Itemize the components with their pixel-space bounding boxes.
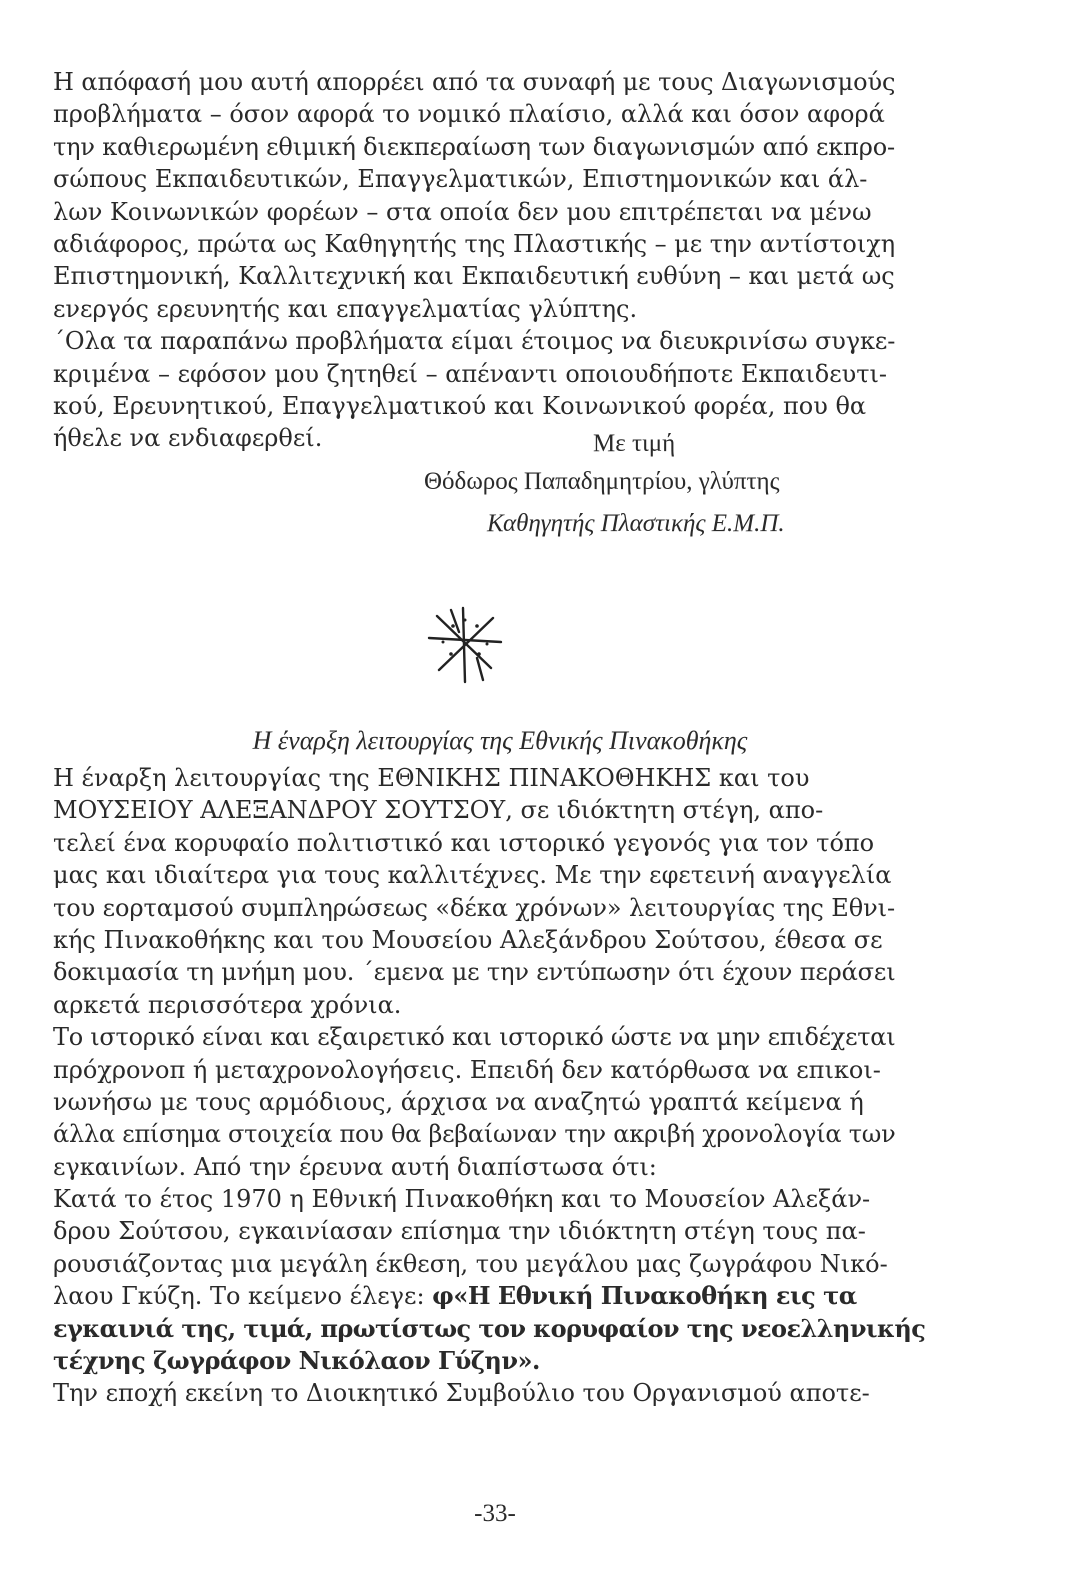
section-heading: Η έναρξη λειτουργίας της Εθνικής Πινακοθήκης bbox=[252, 726, 748, 755]
text-line: λων Κοινωνικών φορέων – στα οποία δεν μου επιτρέπεται να μένω bbox=[53, 197, 872, 226]
text-line: ΄Ολα τα παραπάνω προβλήματα είμαι έτοιμος να διευκρινίσω συγκε- bbox=[53, 327, 896, 356]
text-line: αδιάφορος, πρώτα ως Καθηγητής της Πλαστικής – με την αντίστοιχη bbox=[53, 229, 896, 258]
text-line: δοκιμασία τη μνήμη μου. ΄εμενα με την εντύπωσην ότι έχουν περάσει bbox=[53, 958, 896, 987]
text-line: ενεργός ερευνητής και επαγγελματίας γλύπτης. bbox=[53, 294, 638, 323]
signature-closing: Με τιμή bbox=[593, 430, 676, 457]
quote-line bbox=[53, 1280, 895, 1312]
text-line: ΜΟΥΣΕΙΟΥ ΑΛΕΞΑΝΔΡΟΥ ΣΟΥΤΣΟΥ, σε ιδιόκτητη στέγη, απο- bbox=[53, 796, 824, 825]
text-line: αρκετά περισσότερα χρόνια. bbox=[53, 990, 402, 1019]
text-line: Κατά το έτος 1970 η Εθνική Πινακοθήκη και το Μουσείον Αλεξάν- bbox=[53, 1185, 871, 1214]
page-number: -33- bbox=[474, 1500, 516, 1527]
text-line: ήθελε να ενδιαφερθεί. bbox=[53, 424, 323, 453]
quote-bold-line: εγκαινιά της, τιμά, πρωτίστως τον κορυφαίον της νεοελληνικής bbox=[53, 1313, 926, 1343]
signature-title: Καθηγητής Πλαστικής Ε.Μ.Π. bbox=[487, 510, 785, 537]
text-line: Η έναρξη λειτουργίας της ΕΘΝΙΚΗΣ ΠΙΝΑΚΟΘΗΚΗΣ και του bbox=[53, 764, 810, 792]
text-line: του εορταμσού συμπληρώσεως «δέκα χρόνων» λειτουργίας της Εθνι- bbox=[53, 893, 896, 922]
text-line: εγκαινίων. Από την έρευνα αυτή διαπίστωσα ότι: bbox=[53, 1152, 657, 1181]
text-line: Η απόφασή μου αυτή απορρέει από τα συναφή με τους Διαγωνισμούς bbox=[53, 68, 896, 96]
quote-intro: λαου Γκύζη. Το κείμενο έλεγε: bbox=[53, 1282, 433, 1311]
section-body bbox=[53, 762, 926, 1410]
text-line: Το ιστορικό είναι και εξαιρετικό και ιστορικό ώστε να μην επιδέχεται bbox=[53, 1023, 896, 1052]
text-line: κού, Ερευνητικού, Επαγγελματικού και Κοινωνικού φορέα, που θα bbox=[53, 391, 867, 420]
text-line: πρόχρονοπ ή μεταχρονολογήσεις. Επειδή δεν κατόρθωσα να επικοι- bbox=[53, 1055, 881, 1084]
text-line: την καθιερωμένη εθιμική διεκπεραίωση των διαγωνισμών από εκπρο- bbox=[53, 132, 895, 161]
top-paragraph bbox=[53, 66, 895, 455]
text-line: νωνήσω με τους αρμόδιους, άρχισα να αναζητώ γραπτά κείμενα ή bbox=[53, 1087, 864, 1116]
text-line: τελεί ένα κορυφαίο πολιτιστικό και ιστορικό γεγονός για τον τόπο bbox=[53, 828, 875, 857]
quote-bold-line: τέχνης ζωγράφον Νικόλαον Γύζην». bbox=[53, 1346, 540, 1376]
text-line: προβλήματα – όσον αφορά το νομικό πλαίσιο, αλλά και όσον αφορά bbox=[53, 100, 885, 129]
text-line: κής Πινακοθήκης και του Μουσείου Αλεξάνδρου Σούτσου, έθεσα σε bbox=[53, 925, 883, 954]
quote-bold-start: φ«Η Εθνική Πινακοθήκη εις τα bbox=[432, 1281, 857, 1311]
asterisk-ornament-icon bbox=[423, 602, 505, 688]
text-line: Την εποχή εκείνη το Διοικητικό Συμβούλιο του Οργανισμού αποτε- bbox=[53, 1379, 870, 1408]
text-line: Επιστημονική, Καλλιτεχνική και Εκπαιδευτική ευθύνη – και μετά ως bbox=[53, 262, 895, 291]
text-line: κριμένα – εφόσον μου ζητηθεί – απέναντι οποιουδήποτε Εκπαιδευτι- bbox=[53, 359, 888, 388]
text-line: άλλα επίσημα στοιχεία που θα βεβαίωναν την ακριβή χρονολογία των bbox=[53, 1120, 896, 1149]
text-line: δρου Σούτσου, εγκαινίασαν επίσημα την ιδιόκτητη στέγη τους πα- bbox=[53, 1217, 866, 1246]
text-line: ρουσιάζοντας μια μεγάλη έκθεση, του μεγάλου μας ζωγράφου Νικό- bbox=[53, 1249, 888, 1278]
text-line: μας και ιδιαίτερα για τους καλλιτέχνες. Με την εφετεινή αναγγελία bbox=[53, 861, 892, 890]
signature-name: Θόδωρος Παπαδημητρίου, γλύπτης bbox=[424, 468, 780, 495]
text-line: σώπους Εκπαιδευτικών, Επαγγελματικών, Επιστημονικών και άλ- bbox=[53, 165, 868, 194]
